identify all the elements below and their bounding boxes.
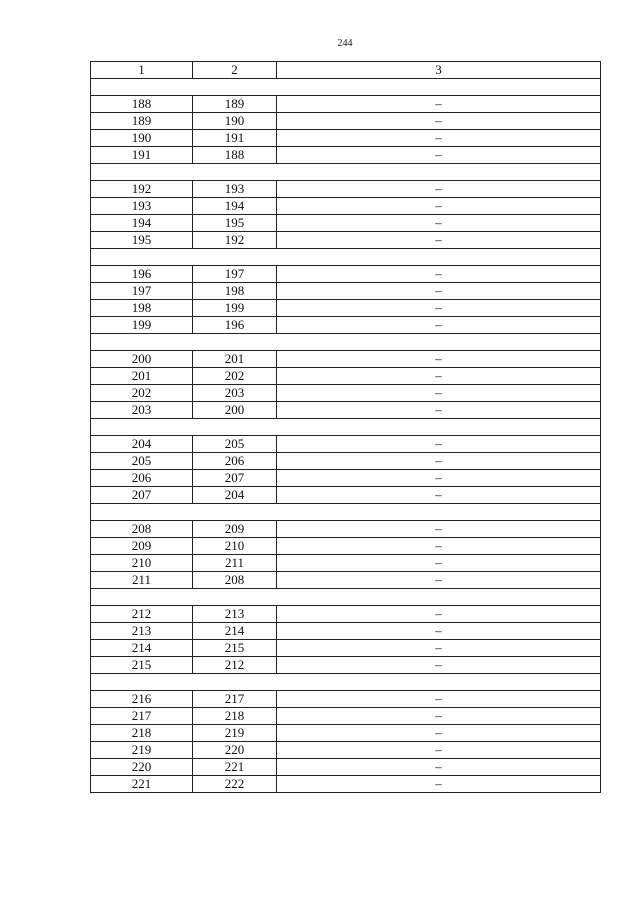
group-separator-cell bbox=[91, 79, 601, 96]
table-cell-col-3: – bbox=[277, 300, 601, 317]
table-cell-col-1: 192 bbox=[91, 181, 193, 198]
group-separator-cell bbox=[91, 164, 601, 181]
table-cell-col-1: 199 bbox=[91, 317, 193, 334]
table-cell-col-1: 211 bbox=[91, 572, 193, 589]
table-cell-col-1: 213 bbox=[91, 623, 193, 640]
table-row bbox=[91, 623, 601, 640]
group-separator-row bbox=[91, 419, 601, 436]
table-cell-col-3: – bbox=[277, 130, 601, 147]
table-cell-col-3: – bbox=[277, 317, 601, 334]
table-row bbox=[91, 96, 601, 113]
table-cell-col-1: 201 bbox=[91, 368, 193, 385]
table-row bbox=[91, 385, 601, 402]
table-cell-col-2: 217 bbox=[193, 691, 277, 708]
table-cell-col-1: 198 bbox=[91, 300, 193, 317]
table-cell-col-1: 195 bbox=[91, 232, 193, 249]
table-cell-col-2: 205 bbox=[193, 436, 277, 453]
table-row bbox=[91, 606, 601, 623]
table-cell-col-3: – bbox=[277, 283, 601, 300]
group-separator-row bbox=[91, 79, 601, 96]
table-cell-col-2: 204 bbox=[193, 487, 277, 504]
table-cell-col-1: 193 bbox=[91, 198, 193, 215]
table-row bbox=[91, 453, 601, 470]
table-cell-col-1: 203 bbox=[91, 402, 193, 419]
table-cell-col-1: 188 bbox=[91, 96, 193, 113]
table-cell-col-2: 208 bbox=[193, 572, 277, 589]
table-cell-col-1: 190 bbox=[91, 130, 193, 147]
table-cell-col-3: – bbox=[277, 776, 601, 793]
table-cell-col-3: – bbox=[277, 606, 601, 623]
table-cell-col-2: 221 bbox=[193, 759, 277, 776]
table-cell-col-1: 207 bbox=[91, 487, 193, 504]
group-separator-row bbox=[91, 334, 601, 351]
table-cell-col-1: 202 bbox=[91, 385, 193, 402]
table-row bbox=[91, 181, 601, 198]
column-header-3: 3 bbox=[277, 62, 601, 79]
table-cell-col-3: – bbox=[277, 657, 601, 674]
table-header-row bbox=[91, 62, 601, 79]
table-cell-col-3: – bbox=[277, 470, 601, 487]
table-cell-col-3: – bbox=[277, 572, 601, 589]
table-row bbox=[91, 538, 601, 555]
group-separator-row bbox=[91, 504, 601, 521]
table-cell-col-2: 192 bbox=[193, 232, 277, 249]
table-cell-col-1: 216 bbox=[91, 691, 193, 708]
table-cell-col-3: – bbox=[277, 147, 601, 164]
table-cell-col-3: – bbox=[277, 436, 601, 453]
table-cell-col-3: – bbox=[277, 402, 601, 419]
column-header-2: 2 bbox=[193, 62, 277, 79]
table-row bbox=[91, 215, 601, 232]
table-cell-col-2: 195 bbox=[193, 215, 277, 232]
table-cell-col-2: 191 bbox=[193, 130, 277, 147]
table-cell-col-3: – bbox=[277, 623, 601, 640]
table-cell-col-3: – bbox=[277, 521, 601, 538]
table-row bbox=[91, 555, 601, 572]
table-cell-col-1: 219 bbox=[91, 742, 193, 759]
table-row bbox=[91, 691, 601, 708]
table-cell-col-2: 219 bbox=[193, 725, 277, 742]
table-cell-col-3: – bbox=[277, 725, 601, 742]
table-cell-col-3: – bbox=[277, 198, 601, 215]
table-cell-col-3: – bbox=[277, 266, 601, 283]
table-row bbox=[91, 300, 601, 317]
table-cell-col-3: – bbox=[277, 232, 601, 249]
data-table bbox=[90, 61, 601, 793]
table-cell-col-2: 194 bbox=[193, 198, 277, 215]
table-row bbox=[91, 198, 601, 215]
table-cell-col-2: 196 bbox=[193, 317, 277, 334]
table-row bbox=[91, 402, 601, 419]
table-cell-col-1: 220 bbox=[91, 759, 193, 776]
table-cell-col-1: 204 bbox=[91, 436, 193, 453]
page-number: 244 bbox=[337, 38, 353, 49]
group-separator-row bbox=[91, 674, 601, 691]
group-separator-cell bbox=[91, 674, 601, 691]
table-cell-col-3: – bbox=[277, 215, 601, 232]
table-row bbox=[91, 266, 601, 283]
table-cell-col-2: 207 bbox=[193, 470, 277, 487]
table-cell-col-3: – bbox=[277, 368, 601, 385]
table-cell-col-1: 194 bbox=[91, 215, 193, 232]
group-separator-row bbox=[91, 589, 601, 606]
table-cell-col-1: 197 bbox=[91, 283, 193, 300]
column-header-1: 1 bbox=[91, 62, 193, 79]
table-cell-col-2: 206 bbox=[193, 453, 277, 470]
table-cell-col-2: 218 bbox=[193, 708, 277, 725]
table-row bbox=[91, 487, 601, 504]
table-row bbox=[91, 521, 601, 538]
table-row bbox=[91, 113, 601, 130]
table-cell-col-1: 209 bbox=[91, 538, 193, 555]
table-cell-col-3: – bbox=[277, 555, 601, 572]
table-cell-col-3: – bbox=[277, 487, 601, 504]
table-cell-col-2: 222 bbox=[193, 776, 277, 793]
table-cell-col-1: 208 bbox=[91, 521, 193, 538]
table-row bbox=[91, 776, 601, 793]
table-row bbox=[91, 470, 601, 487]
group-separator-cell bbox=[91, 249, 601, 266]
table-cell-col-1: 205 bbox=[91, 453, 193, 470]
table-cell-col-2: 214 bbox=[193, 623, 277, 640]
table-row bbox=[91, 759, 601, 776]
group-separator-cell bbox=[91, 504, 601, 521]
group-separator-cell bbox=[91, 589, 601, 606]
table-row bbox=[91, 742, 601, 759]
table-body bbox=[91, 62, 601, 793]
table-cell-col-3: – bbox=[277, 742, 601, 759]
table-cell-col-2: 212 bbox=[193, 657, 277, 674]
table-cell-col-1: 191 bbox=[91, 147, 193, 164]
table-cell-col-1: 217 bbox=[91, 708, 193, 725]
table-cell-col-3: – bbox=[277, 453, 601, 470]
table-cell-col-1: 189 bbox=[91, 113, 193, 130]
table-cell-col-3: – bbox=[277, 691, 601, 708]
table-cell-col-2: 190 bbox=[193, 113, 277, 130]
table-cell-col-1: 210 bbox=[91, 555, 193, 572]
table-cell-col-2: 188 bbox=[193, 147, 277, 164]
table-cell-col-3: – bbox=[277, 538, 601, 555]
table-row bbox=[91, 317, 601, 334]
table-cell-col-3: – bbox=[277, 351, 601, 368]
group-separator-row bbox=[91, 164, 601, 181]
table-row bbox=[91, 147, 601, 164]
table-cell-col-3: – bbox=[277, 759, 601, 776]
table-cell-col-2: 193 bbox=[193, 181, 277, 198]
table-cell-col-1: 214 bbox=[91, 640, 193, 657]
table-cell-col-3: – bbox=[277, 96, 601, 113]
table-cell-col-2: 210 bbox=[193, 538, 277, 555]
table-cell-col-3: – bbox=[277, 181, 601, 198]
table-cell-col-2: 220 bbox=[193, 742, 277, 759]
table-cell-col-3: – bbox=[277, 640, 601, 657]
table-cell-col-1: 206 bbox=[91, 470, 193, 487]
table-cell-col-1: 215 bbox=[91, 657, 193, 674]
table-row bbox=[91, 436, 601, 453]
table-cell-col-3: – bbox=[277, 385, 601, 402]
group-separator-cell bbox=[91, 334, 601, 351]
table-cell-col-2: 201 bbox=[193, 351, 277, 368]
table-cell-col-2: 211 bbox=[193, 555, 277, 572]
table-row bbox=[91, 368, 601, 385]
table-row bbox=[91, 657, 601, 674]
table-cell-col-2: 203 bbox=[193, 385, 277, 402]
table-cell-col-2: 198 bbox=[193, 283, 277, 300]
table-row bbox=[91, 572, 601, 589]
table-cell-col-2: 209 bbox=[193, 521, 277, 538]
table-row bbox=[91, 351, 601, 368]
table-row bbox=[91, 725, 601, 742]
table-cell-col-2: 202 bbox=[193, 368, 277, 385]
table-cell-col-1: 196 bbox=[91, 266, 193, 283]
table-cell-col-2: 197 bbox=[193, 266, 277, 283]
table-cell-col-3: – bbox=[277, 113, 601, 130]
table-row bbox=[91, 708, 601, 725]
table-cell-col-3: – bbox=[277, 708, 601, 725]
group-separator-row bbox=[91, 249, 601, 266]
table-row bbox=[91, 232, 601, 249]
table-row bbox=[91, 130, 601, 147]
table-cell-col-1: 212 bbox=[91, 606, 193, 623]
table-row bbox=[91, 640, 601, 657]
table-cell-col-2: 189 bbox=[193, 96, 277, 113]
table-cell-col-1: 200 bbox=[91, 351, 193, 368]
group-separator-cell bbox=[91, 419, 601, 436]
table-cell-col-2: 215 bbox=[193, 640, 277, 657]
table-cell-col-2: 199 bbox=[193, 300, 277, 317]
table-row bbox=[91, 283, 601, 300]
table-cell-col-2: 213 bbox=[193, 606, 277, 623]
table-cell-col-1: 218 bbox=[91, 725, 193, 742]
table-cell-col-2: 200 bbox=[193, 402, 277, 419]
table-cell-col-1: 221 bbox=[91, 776, 193, 793]
